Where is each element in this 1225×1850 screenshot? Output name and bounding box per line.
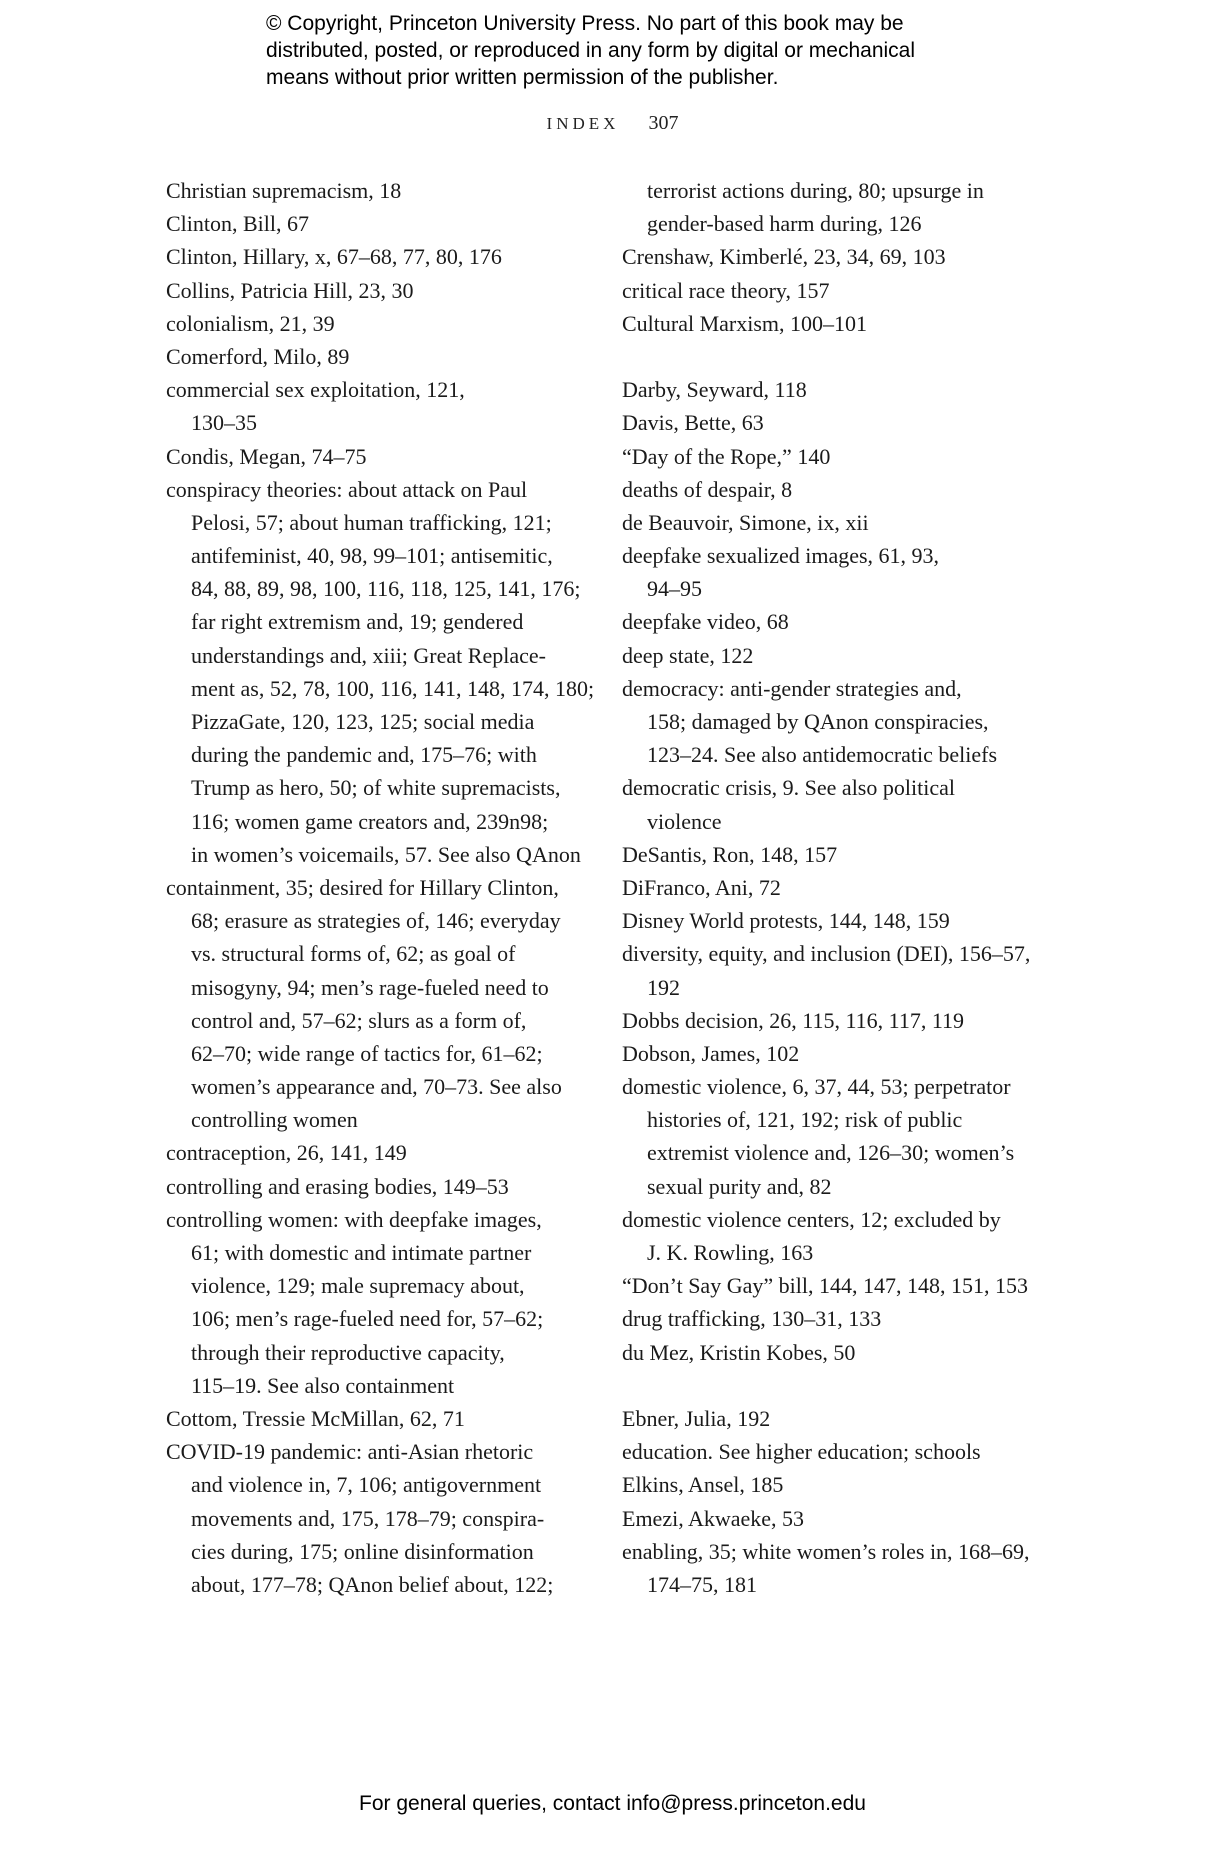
index-entry-line: drug trafficking, 130–31, 133 — [622, 1306, 882, 1332]
index-entry-line: 61; with domestic and intimate partner — [191, 1240, 532, 1265]
index-entry-line: control and, 57–62; slurs as a form of, — [191, 1007, 527, 1033]
index-entry-line: 68; erasure as strategies of, 146; everyday — [191, 908, 561, 934]
copyright-line: © Copyright, Princeton University Press. No part of this book may be — [266, 12, 904, 35]
index-entry-line: in women’s voicemails, 57. See also QAnon — [191, 841, 581, 867]
index-entry-line: misogyny, 94; men’s rage-fueled need to — [191, 974, 549, 1000]
index-entry-line: antifeminist, 40, 98, 99–101; antisemitic, — [191, 543, 553, 569]
index-entry-line: movements and, 175, 178–79; conspira- — [191, 1505, 545, 1531]
index-entry-line: 158; damaged by QAnon conspiracies, — [647, 709, 989, 734]
index-entry-line: “Day of the Rope,” 140 — [622, 443, 831, 469]
index-entry-line: through their reproductive capacity, — [191, 1339, 505, 1365]
index-entry-line: COVID-19 pandemic: anti-Asian rhetoric — [166, 1439, 534, 1465]
index-entry-line: Ebner, Julia, 192 — [622, 1405, 771, 1431]
running-head-label: INDEX — [546, 114, 620, 133]
index-entry-line: containment, 35; desired for Hillary Clinton, — [166, 874, 559, 900]
index-entry-line: 123–24. See also antidemocratic beliefs — [647, 742, 998, 768]
index-entry-line: Clinton, Hillary, x, 67–68, 77, 80, 176 — [166, 244, 502, 270]
index-entry-line: ment as, 52, 78, 100, 116, 141, 148, 174, 180; — [191, 675, 595, 701]
index-entry-line: deepfake video, 68 — [622, 609, 789, 635]
index-entry-line: Davis, Bette, 63 — [622, 410, 764, 436]
index-entry-line: Condis, Megan, 74–75 — [166, 443, 367, 469]
index-entry-line: 106; men’s rage-fueled need for, 57–62; — [191, 1306, 544, 1332]
index-entry-line: vs. structural forms of, 62; as goal of — [191, 941, 516, 967]
index-entry-line: Collins, Patricia Hill, 23, 30 — [166, 277, 414, 303]
index-entry-line: “Don’t Say Gay” bill, 144, 147, 148, 151, 153 — [622, 1273, 1028, 1299]
index-entry-line: enabling, 35; white women’s roles in, 168–69, — [622, 1538, 1030, 1564]
index-entry-line: understandings and, xiii; Great Replace- — [191, 642, 546, 668]
index-entry-line: about, 177–78; QAnon belief about, 122; — [191, 1571, 554, 1597]
index-entry-line: 192 — [647, 974, 680, 1000]
index-column-right — [622, 174, 1052, 1601]
index-entry-line: Disney World protests, 144, 148, 159 — [622, 908, 950, 934]
index-entry-line: Clinton, Bill, 67 — [166, 211, 310, 237]
copyright-line: distributed, posted, or reproduced in any form by digital or mechanical — [266, 39, 916, 62]
index-column-left — [166, 174, 595, 1601]
index-entry-line: Emezi, Akwaeke, 53 — [622, 1505, 805, 1531]
index-entry-line: democracy: anti-gender strategies and, — [622, 675, 962, 701]
index-entry-line: cies during, 175; online disinformation — [191, 1538, 534, 1564]
index-entry-line: sexual purity and, 82 — [647, 1173, 832, 1199]
index-entry-line: 62–70; wide range of tactics for, 61–62; — [191, 1040, 543, 1066]
index-letter-break — [622, 340, 1052, 373]
index-entry-line: Crenshaw, Kimberlé, 23, 34, 69, 103 — [622, 244, 946, 270]
index-entry-line: controlling women — [191, 1107, 358, 1133]
index-entry-line: DeSantis, Ron, 148, 157 — [622, 841, 838, 867]
index-entry-line: du Mez, Kristin Kobes, 50 — [622, 1339, 856, 1365]
running-head — [0, 112, 1225, 135]
index-entry-line: commercial sex exploitation, 121, — [166, 377, 465, 403]
copyright-line: means without prior written permission of the publisher. — [266, 66, 779, 89]
index-entry-line: colonialism, 21, 39 — [166, 310, 335, 336]
index-entry-line: deaths of despair, 8 — [622, 476, 793, 502]
index-entry-line: 174–75, 181 — [647, 1571, 757, 1597]
index-entry-line: Dobson, James, 102 — [622, 1040, 800, 1066]
index-entry-line: 116; women game creators and, 239n98; — [191, 808, 549, 834]
index-entry-line: deepfake sexualized images, 61, 93, — [622, 543, 940, 569]
index-entry-line: Cultural Marxism, 100–101 — [622, 310, 868, 336]
index-entry-line: controlling and erasing bodies, 149–53 — [166, 1173, 509, 1199]
index-entry-line: 84, 88, 89, 98, 100, 116, 118, 125, 141, 176; — [191, 576, 581, 602]
copyright-notice — [266, 10, 1026, 91]
footer-contact: For general queries, contact info@press.princeton.edu — [359, 1792, 866, 1815]
index-entry-line: Cottom, Tressie McMillan, 62, 71 — [166, 1405, 465, 1431]
index-entry-line: Dobbs decision, 26, 115, 116, 117, 119 — [622, 1007, 964, 1033]
index-entry-line: gender-based harm during, 126 — [647, 211, 922, 237]
index-entry-line: domestic violence, 6, 37, 44, 53; perpetrator — [622, 1074, 1011, 1100]
index-entry-line: contraception, 26, 141, 149 — [166, 1140, 407, 1166]
index-entry-line: Christian supremacism, 18 — [166, 178, 402, 203]
index-entry-line: DiFranco, Ani, 72 — [622, 874, 781, 900]
index-entry-line: far right extremism and, 19; gendered — [191, 609, 524, 635]
index-entry-line: Pelosi, 57; about human trafficking, 121; — [191, 509, 552, 535]
index-entry-line: democratic crisis, 9. See also political — [622, 775, 955, 801]
index-entry-line: 94–95 — [647, 576, 702, 602]
index-entry-line: domestic violence centers, 12; excluded by — [622, 1206, 1001, 1232]
index-entry-line: women’s appearance and, 70–73. See also — [191, 1074, 562, 1100]
index-entry-line: 115–19. See also containment — [191, 1372, 455, 1398]
index-entry-line: extremist violence and, 126–30; women’s — [647, 1140, 1015, 1166]
index-entry-line: controlling women: with deepfake images, — [166, 1206, 542, 1232]
page-number: 307 — [648, 112, 679, 134]
index-entry-line: conspiracy theories: about attack on Paul — [166, 476, 528, 502]
index-entry-line: and violence in, 7, 106; antigovernment — [191, 1472, 542, 1498]
index-entry-line: terrorist actions during, 80; upsurge in — [647, 178, 984, 203]
index-entry-line: critical race theory, 157 — [622, 277, 830, 303]
index-letter-break — [622, 1369, 1052, 1402]
index-entry-line: Trump as hero, 50; of white supremacists, — [191, 775, 561, 801]
index-entry-line: PizzaGate, 120, 123, 125; social media — [191, 709, 535, 734]
index-entry-line: education. See higher education; schools — [622, 1439, 981, 1465]
index-entry-line: Elkins, Ansel, 185 — [622, 1472, 784, 1498]
index-entry-line: violence — [647, 808, 722, 834]
index-entry-line: diversity, equity, and inclusion (DEI), 156–57, — [622, 941, 1031, 967]
index-entry-line: during the pandemic and, 175–76; with — [191, 742, 537, 768]
index-entry-line: violence, 129; male supremacy about, — [191, 1273, 525, 1299]
index-entry-line: de Beauvoir, Simone, ix, xii — [622, 509, 869, 535]
index-entry-line: Darby, Seyward, 118 — [622, 377, 807, 403]
index-entry-line: deep state, 122 — [622, 642, 754, 668]
index-entry-line: 130–35 — [191, 410, 257, 436]
index-entry-line: J. K. Rowling, 163 — [647, 1240, 814, 1265]
index-entry-line: histories of, 121, 192; risk of public — [647, 1107, 963, 1133]
index-entry-line: Comerford, Milo, 89 — [166, 343, 350, 369]
